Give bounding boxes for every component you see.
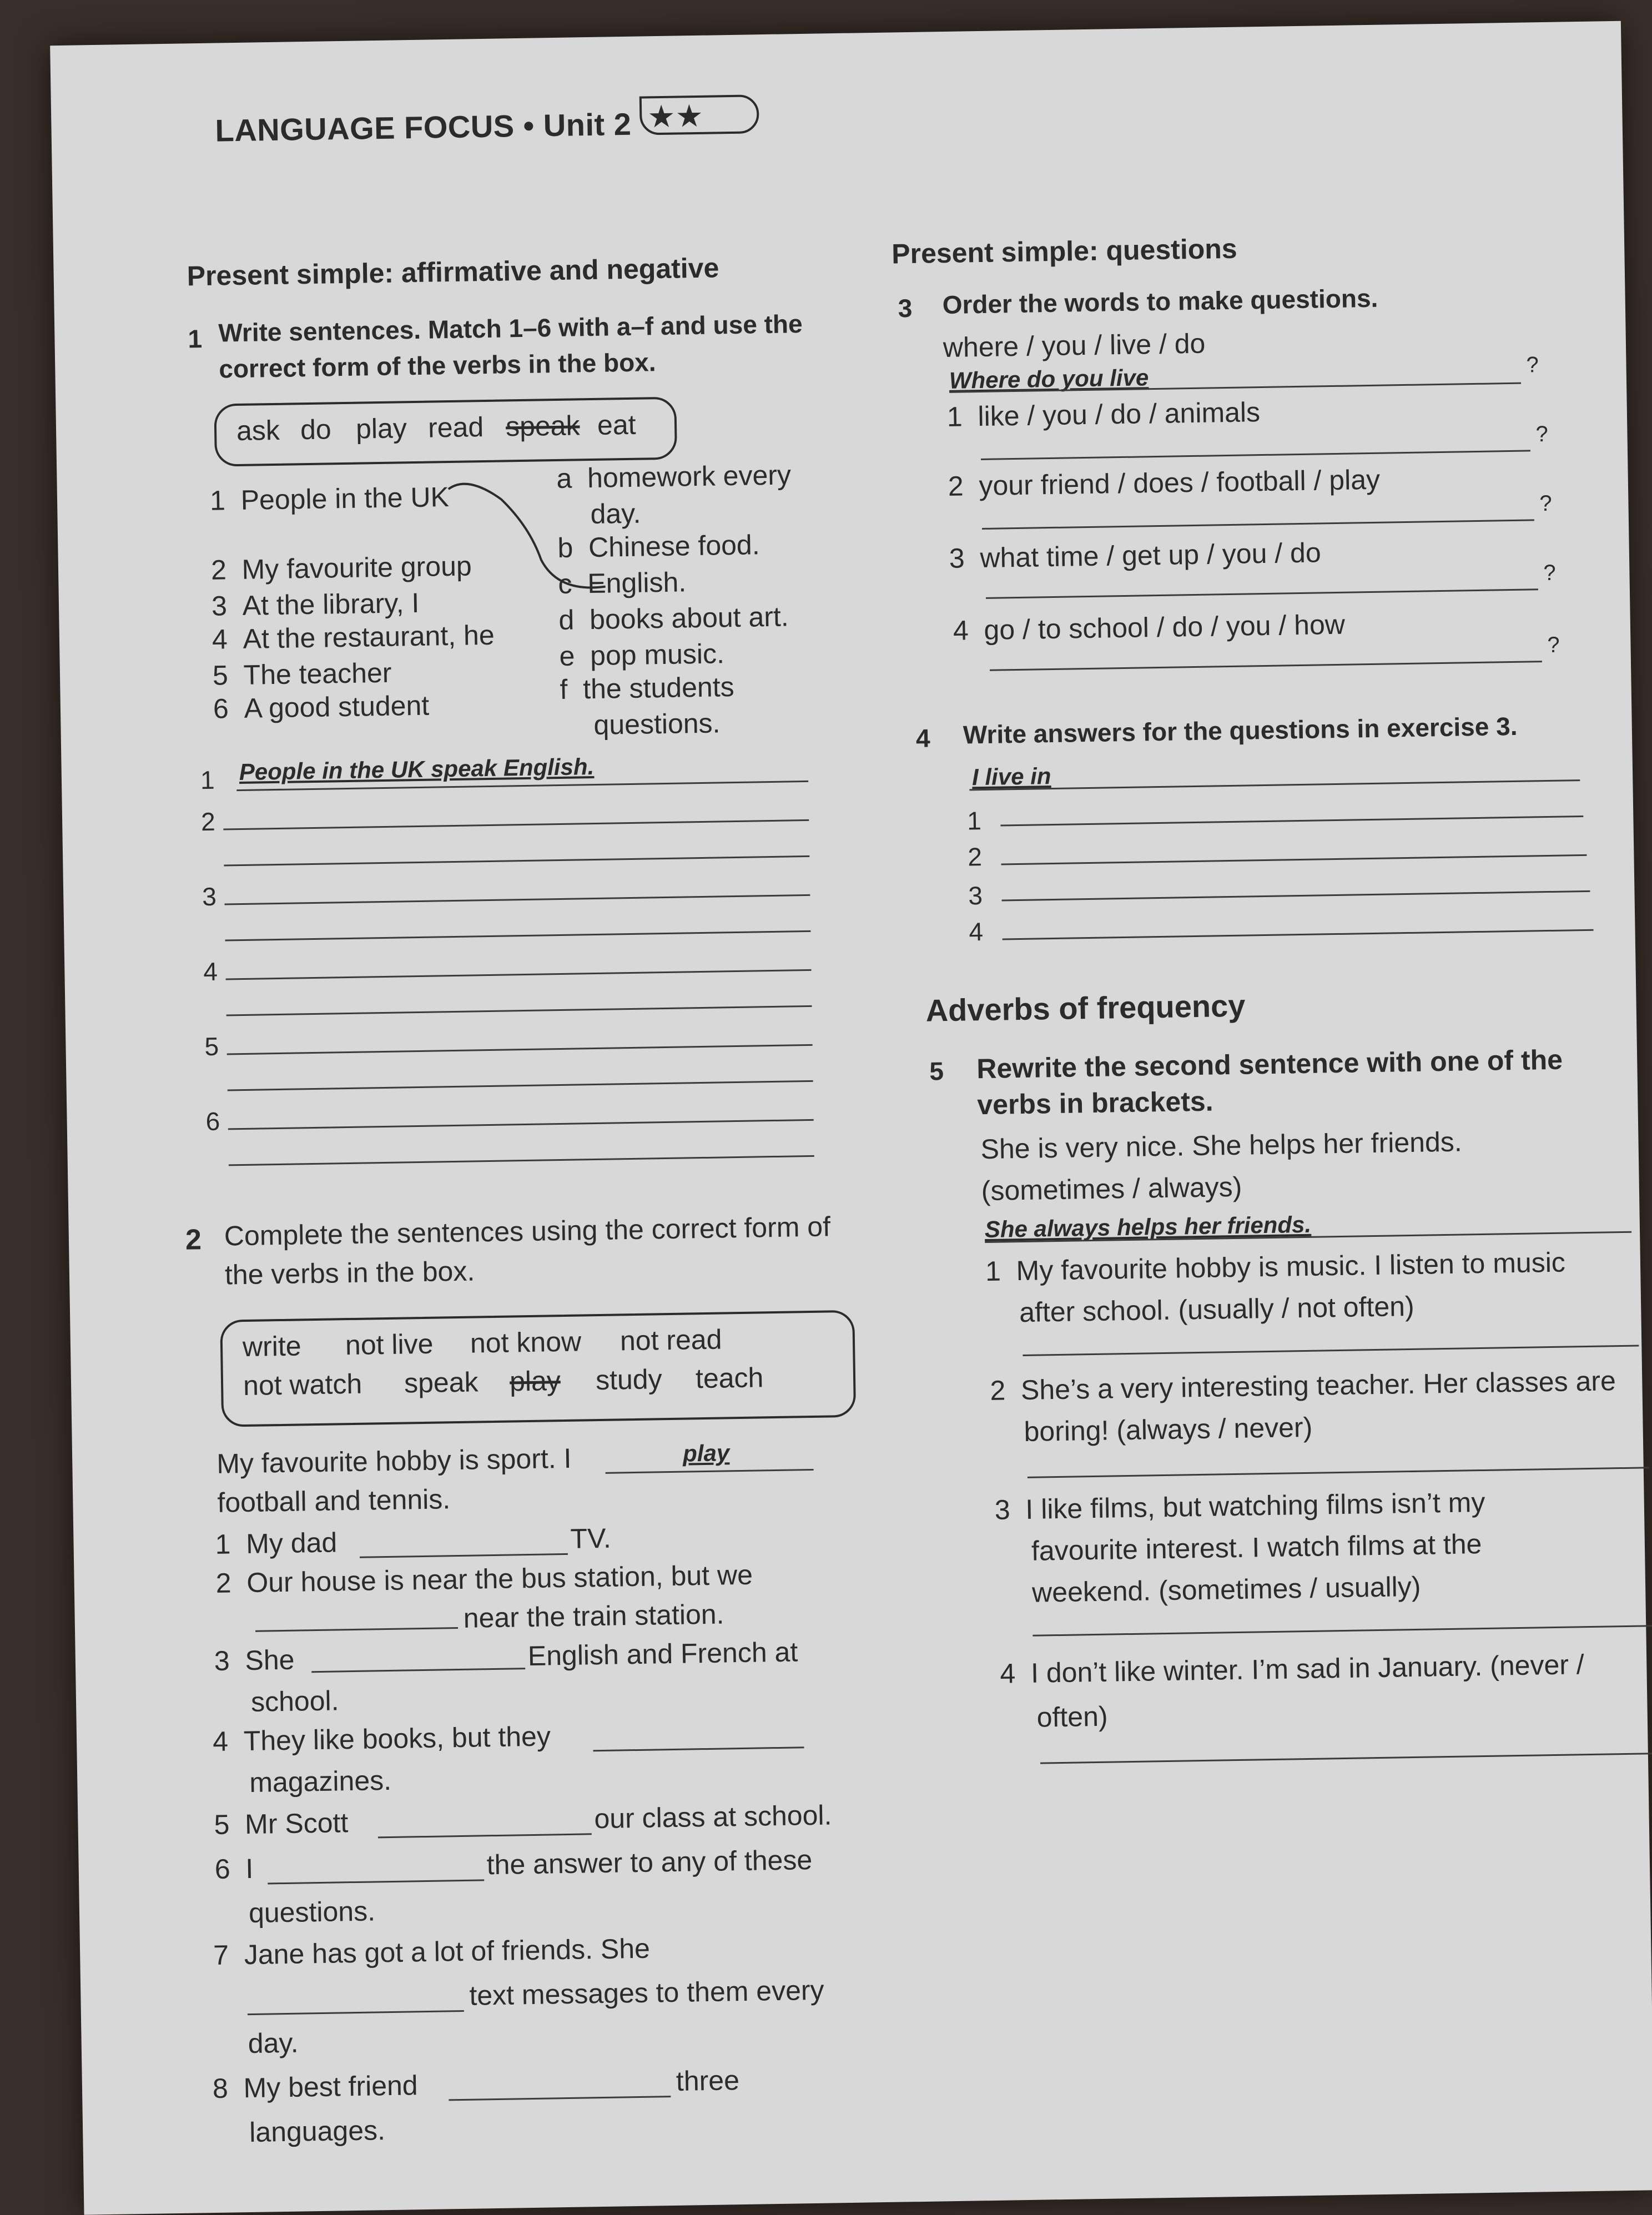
sentence-3 [214,1644,294,1677]
item-text: what time / get up / you / do [980,537,1322,574]
exercise-5-number: 5 [929,1056,944,1086]
sentence-number: 6 [214,1853,231,1885]
item-number: 2 [948,470,964,502]
exercise-5-item-3-cont: weekend. (sometimes / usually) [1031,1570,1421,1608]
exercise-5-item-4-cont: often) [1036,1700,1108,1733]
answer-number: 3 [968,881,983,910]
sentence-text: I [245,1852,254,1885]
blank-line[interactable] [606,1469,814,1474]
exercise-1-number: 1 [188,324,203,354]
answer-line[interactable] [1000,815,1583,826]
match-item-4 [212,619,495,656]
answer-line[interactable] [226,969,812,980]
option-text: the students [582,671,735,705]
verb-box-2-word: not live [345,1328,434,1361]
answer-number: 5 [204,1031,219,1061]
sentence-text: My best friend [243,2070,419,2104]
page-title: LANGUAGE FOCUS • Unit 2 [215,106,632,148]
verb-box-2-word: not read [620,1323,722,1357]
sentence-text: Mr Scott [244,1807,349,1840]
item-text: like / you / do / animals [978,396,1261,432]
item-number: 1 [209,485,226,516]
item-number: 3 [211,590,228,622]
item-text: I like films, but watching films isn’t my [1025,1486,1485,1525]
item-text: A good student [244,689,430,724]
option-letter: d [558,604,575,636]
exercise-5-example-line2: (sometimes / always) [981,1171,1242,1207]
sentence-number: 5 [214,1809,230,1840]
question-mark: ? [1526,353,1539,377]
item-text: People in the UK [240,481,450,516]
exercise-3-item-4 [953,608,1345,647]
answer-number: 1 [966,806,982,835]
item-number: 4 [1000,1658,1016,1689]
verb-box-1-word: ask [236,414,280,447]
match-item-3 [211,587,420,622]
exercise-3-example-answer: Where do you live [949,364,1149,394]
exercise-5-item-3 [994,1486,1485,1526]
sentence-8 [213,2069,418,2105]
exercise-2-example-answer: play [682,1439,730,1467]
option-text: books about art. [589,601,789,636]
sentence-text: TV. [570,1522,612,1554]
worksheet-page [50,21,1652,2215]
exercise-5-item-4 [1000,1648,1584,1690]
sentence-text: our class at school. [594,1799,832,1835]
answer-line[interactable] [228,1119,814,1130]
item-text: My favourite hobby is music. I listen to music [1016,1246,1566,1287]
blank-line[interactable] [378,1833,592,1838]
item-number: 2 [210,554,227,586]
answer-line[interactable] [224,894,810,905]
match-option-c [558,566,687,600]
sentence-text: three [676,2065,740,2097]
sentence-text: Jane has got a lot of friends. She [244,1932,651,1971]
exercise-5-example-answer: She always helps her friends. [984,1211,1312,1243]
exercise-3-number: 3 [898,293,913,323]
verb-box-2-word: write [242,1330,302,1363]
answer-number: 4 [969,917,984,947]
sentence-1 [215,1526,337,1560]
sentence-number: 7 [213,1939,229,1971]
blank-line[interactable] [360,1553,568,1558]
answer-line[interactable] [1003,929,1594,940]
item-number: 1 [946,401,963,432]
answer-line[interactable] [1002,890,1590,902]
exercise-3-item-1 [946,396,1260,433]
answer-number: 2 [200,807,216,837]
sentence-text: magazines. [249,1764,392,1798]
sentence-text: school. [250,1685,339,1718]
exercise-1-instruction-line1: Write sentences. Match 1–6 with a–f and use the [218,309,803,348]
option-letter: a [556,462,572,494]
answer-line[interactable] [227,1044,813,1055]
verb-box-2-word: not watch [243,1368,362,1402]
exercise-5-item-1-cont: after school. (usually / not often) [1019,1290,1415,1328]
exercise-5-item-2 [990,1365,1616,1407]
section-heading-questions: Present simple: questions [891,233,1238,270]
option-text: homework every [587,459,792,494]
sentence-2 [215,1559,753,1599]
sentence-text: My dad [245,1527,338,1560]
sentence-text: the answer to any of these [486,1844,813,1881]
exercise-3-item-3 [949,536,1321,575]
exercise-3-example-prompt: where / you / live / do [943,328,1206,364]
item-number: 3 [994,1494,1011,1526]
answer-number: 1 [200,765,215,795]
exercise-3-instruction: Order the words to make questions. [942,283,1378,320]
option-text: pop music. [590,638,725,672]
match-option-a [556,459,791,495]
match-item-2 [211,550,472,586]
option-letter: b [557,532,573,563]
blank-line[interactable] [268,1879,484,1884]
answer-line[interactable] [1023,1345,1639,1356]
verb-box-2-word-used: play [509,1365,561,1397]
example-answer: People in the UK speak English. [239,753,595,786]
exercise-2-instruction-line1: Complete the sentences using the correct form of [224,1211,831,1252]
sentence-4 [213,1720,551,1758]
exercise-5-instruction-line2: verbs in brackets. [976,1085,1213,1121]
option-letter: e [559,640,575,672]
answer-line[interactable] [982,519,1534,530]
answer-line[interactable] [1001,854,1587,865]
match-item-6 [213,689,430,725]
blank-line[interactable] [255,1627,458,1632]
sentence-text: languages. [249,2115,386,2148]
exercise-5-instruction-line1: Rewrite the second sentence with one of the [976,1044,1563,1085]
blank-line[interactable] [248,2010,464,2015]
answer-number: 3 [202,882,217,912]
answer-line[interactable] [229,1155,814,1166]
answer-number: 4 [203,957,218,986]
blank-line[interactable] [593,1746,804,1751]
sentence-text: Our house is near the bus station, but we [246,1559,753,1599]
difficulty-stars: ★★ [639,94,759,135]
item-text: She’s a very interesting teacher. Her classes are [1020,1365,1616,1406]
exercise-3-item-2 [948,464,1380,502]
answer-line[interactable] [224,855,809,867]
exercise-4-example-answer: I live in [971,763,1051,791]
item-text: At the restaurant, he [243,619,495,655]
item-text: The teacher [243,657,392,691]
exercise-2-number: 2 [185,1224,202,1256]
answer-line[interactable] [981,450,1530,460]
verb-box-1-word: eat [597,409,636,441]
answer-line[interactable] [990,661,1542,671]
match-item-1 [210,481,450,517]
section-heading-adverbs: Adverbs of frequency [925,988,1246,1028]
match-option-a-cont: day. [590,497,641,530]
item-number: 4 [211,623,228,655]
section-heading-present-simple: Present simple: affirmative and negative [187,252,719,292]
answer-line[interactable] [225,930,811,942]
match-option-f-cont: questions. [593,707,721,741]
item-number: 5 [212,660,229,691]
match-option-f [560,671,734,706]
item-number: 4 [953,615,969,646]
match-option-d [558,600,789,636]
exercise-2-example-end: football and tennis. [216,1483,451,1518]
item-text: go / to school / do / you / how [984,608,1346,646]
answer-line[interactable] [226,1005,812,1016]
exercise-5-example-line1: She is very nice. She helps her friends. [980,1126,1463,1165]
sentence-number: 1 [215,1528,231,1560]
item-text: At the library, I [242,587,420,621]
verb-box-1-word-used: speak [505,410,580,442]
question-mark: ? [1547,632,1560,657]
sentence-text: They like books, but they [243,1720,551,1757]
sentence-number: 3 [214,1645,230,1677]
match-item-5 [213,657,392,692]
verb-box-2-word: speak [404,1366,479,1399]
sentence-7 [213,1932,650,1971]
answer-line[interactable] [1032,1625,1652,1637]
question-mark: ? [1539,491,1553,516]
answer-line[interactable] [969,779,1580,791]
sentence-number: 2 [215,1567,231,1599]
sentence-text: English and French at [527,1636,798,1672]
item-number: 1 [985,1255,1001,1287]
exercise-4-instruction: Write answers for the questions in exercise 3. [963,711,1518,749]
option-letter: c [558,568,572,600]
exercise-5-item-1 [985,1246,1566,1287]
answer-line[interactable] [986,588,1538,599]
item-text: I don’t like winter. I’m sad in January. (never / [1030,1649,1585,1689]
exercise-4-number: 4 [915,723,930,753]
blank-line[interactable] [449,2096,671,2101]
verb-box-1-word: play [355,412,407,445]
exercise-1-instruction-line2: correct form of the verbs in the box. [218,348,656,384]
sentence-text: text messages to them every [469,1974,824,2011]
answer-line[interactable] [223,819,809,830]
answer-number: 6 [205,1106,220,1136]
item-number: 3 [949,542,965,574]
answer-line[interactable] [1028,1467,1649,1478]
answer-line[interactable] [1040,1753,1652,1764]
sentence-text: day. [248,2027,299,2060]
verb-box-2-word: not know [470,1326,582,1359]
answer-line[interactable] [228,1080,813,1091]
sentence-5 [214,1806,349,1841]
exercise-5-item-3-cont: favourite interest. I watch films at the [1031,1528,1482,1567]
blank-line[interactable] [311,1668,525,1673]
question-mark: ? [1535,421,1549,447]
option-text: English. [587,566,687,600]
question-mark: ? [1543,560,1557,586]
exercise-2-example-start: My favourite hobby is sport. I [216,1442,572,1479]
match-option-e [559,637,724,672]
sentence-text: questions. [248,1895,376,1929]
option-text: Chinese food. [588,529,760,563]
exercise-5-item-2-cont: boring! (always / never) [1024,1411,1313,1447]
item-number: 6 [213,693,229,724]
sentence-number: 4 [212,1725,229,1757]
option-letter: f [560,673,568,705]
answer-number: 2 [967,842,983,872]
match-option-b [557,528,760,564]
verb-box-1-word: do [300,414,332,446]
verb-box-2-word: study [595,1363,662,1396]
sentence-text: She [245,1644,295,1677]
item-text: your friend / does / football / play [979,464,1381,502]
sentence-6 [214,1852,253,1885]
exercise-2-instruction-line2: the verbs in the box. [224,1255,475,1291]
verb-box-2-word: teach [695,1362,764,1395]
sentence-number: 8 [212,2072,229,2105]
verb-box-1-word: read [427,411,484,444]
item-number: 2 [989,1375,1006,1406]
item-text: My favourite group [241,550,472,585]
sentence-text: near the train station. [463,1598,724,1634]
